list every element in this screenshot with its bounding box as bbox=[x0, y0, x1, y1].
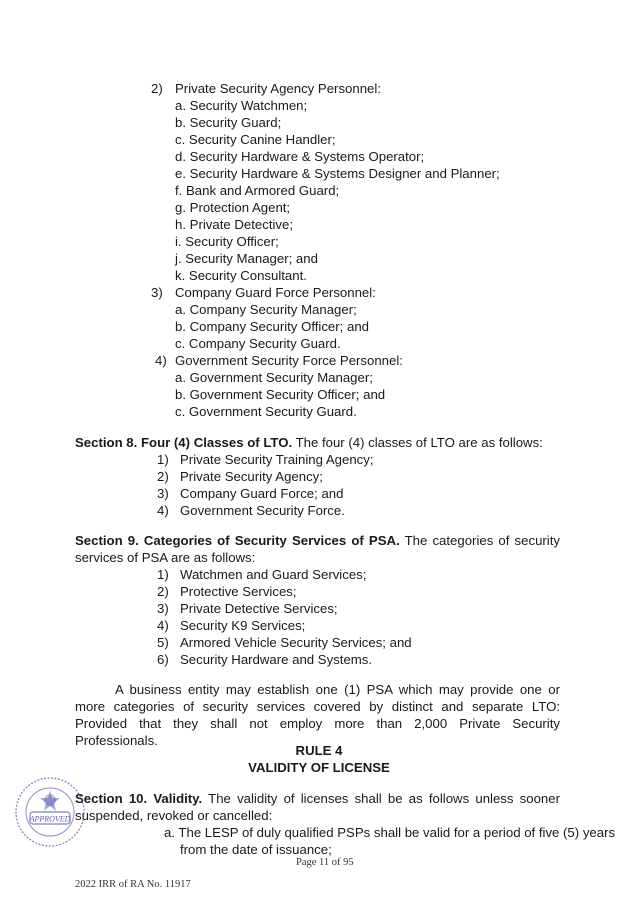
list-item: c. Security Canine Handler; bbox=[175, 132, 336, 147]
list-number: 4) bbox=[155, 353, 167, 368]
list-number: 2) bbox=[151, 81, 163, 96]
list-item: c. Government Security Guard. bbox=[175, 404, 357, 419]
list-item: b. Company Security Officer; and bbox=[175, 319, 369, 334]
section-10-heading bbox=[75, 790, 560, 824]
section-9-heading bbox=[75, 532, 560, 566]
list-item: a. Company Security Manager; bbox=[175, 302, 357, 317]
list-item: Private Detective Services; bbox=[180, 601, 338, 616]
section-8-heading bbox=[75, 434, 543, 451]
list-item: Company Guard Force; and bbox=[180, 486, 344, 501]
list-number: 1) bbox=[157, 452, 169, 467]
list-item: Armored Vehicle Security Services; and bbox=[180, 635, 412, 650]
list-item: b. Security Guard; bbox=[175, 115, 282, 130]
list-item: a. Government Security Manager; bbox=[175, 370, 373, 385]
list-item: Security K9 Services; bbox=[180, 618, 306, 633]
section-title: Section 9. Categories of Security Services of PSA. bbox=[75, 533, 400, 548]
list-item-continuation: from the date of issuance; bbox=[180, 842, 332, 857]
list-number: 3) bbox=[157, 486, 169, 501]
section-title: Section 8. Four (4) Classes of LTO. bbox=[75, 435, 293, 450]
list-item: Watchmen and Guard Services; bbox=[180, 567, 367, 582]
approved-seal-stamp bbox=[14, 776, 86, 848]
list-item: k. Security Consultant. bbox=[175, 268, 307, 283]
section-title: Section 10. Validity. bbox=[75, 791, 203, 806]
list-item: f. Bank and Armored Guard; bbox=[175, 183, 340, 198]
list-heading: Company Guard Force Personnel: bbox=[175, 285, 376, 300]
list-item: h. Private Detective; bbox=[175, 217, 294, 232]
list-item: Private Security Training Agency; bbox=[180, 452, 374, 467]
list-item: c. Company Security Guard. bbox=[175, 336, 341, 351]
list-number: 2) bbox=[157, 469, 169, 484]
list-number: 4) bbox=[157, 503, 169, 518]
list-heading: Private Security Agency Personnel: bbox=[175, 81, 381, 96]
body-paragraph: A business entity may establish one (1) PSA which may provide one or more categories of security services covered by distinct and separate LTO: Provided that they shall not employ more than 2,000 Private Security Professionals. bbox=[75, 682, 560, 748]
list-item: Government Security Force. bbox=[180, 503, 345, 518]
section-text: The validity of licenses shall be as follows unless sooner suspended, revoked or cancelled: bbox=[75, 791, 560, 823]
section-text: The four (4) classes of LTO are as follows: bbox=[292, 435, 543, 450]
list-number: 5) bbox=[157, 635, 169, 650]
list-number: 3) bbox=[151, 285, 163, 300]
list-item: Private Security Agency; bbox=[180, 469, 323, 484]
list-item: a. The LESP of duly qualified PSPs shall be valid for a period of five (5) years bbox=[164, 825, 616, 840]
page-number: Page 11 of 95 bbox=[296, 857, 354, 868]
list-item: e. Security Hardware & Systems Designer and Planner; bbox=[175, 166, 500, 181]
list-item: b. Government Security Officer; and bbox=[175, 387, 386, 402]
list-item: j. Security Manager; and bbox=[175, 251, 318, 266]
list-number: 6) bbox=[157, 652, 169, 667]
document-identifier: 2022 IRR of RA No. 11917 bbox=[75, 879, 191, 890]
list-item: d. Security Hardware & Systems Operator; bbox=[175, 149, 425, 164]
list-item: Protective Services; bbox=[180, 584, 297, 599]
list-item: i. Security Officer; bbox=[175, 234, 279, 249]
list-number: 4) bbox=[157, 618, 169, 633]
list-number: 2) bbox=[157, 584, 169, 599]
list-number: 3) bbox=[157, 601, 169, 616]
list-item: Security Hardware and Systems. bbox=[180, 652, 373, 667]
rule-number: RULE 4 bbox=[295, 743, 343, 758]
section-text: The categories of security services of PSA are as follows: bbox=[75, 533, 560, 565]
list-number: 1) bbox=[157, 567, 169, 582]
rule-title: VALIDITY OF LICENSE bbox=[248, 760, 390, 775]
seal-label: APPROVED bbox=[29, 814, 71, 824]
list-item: g. Protection Agent; bbox=[175, 200, 291, 215]
list-item: a. Security Watchmen; bbox=[175, 98, 308, 113]
list-heading: Government Security Force Personnel: bbox=[175, 353, 403, 368]
